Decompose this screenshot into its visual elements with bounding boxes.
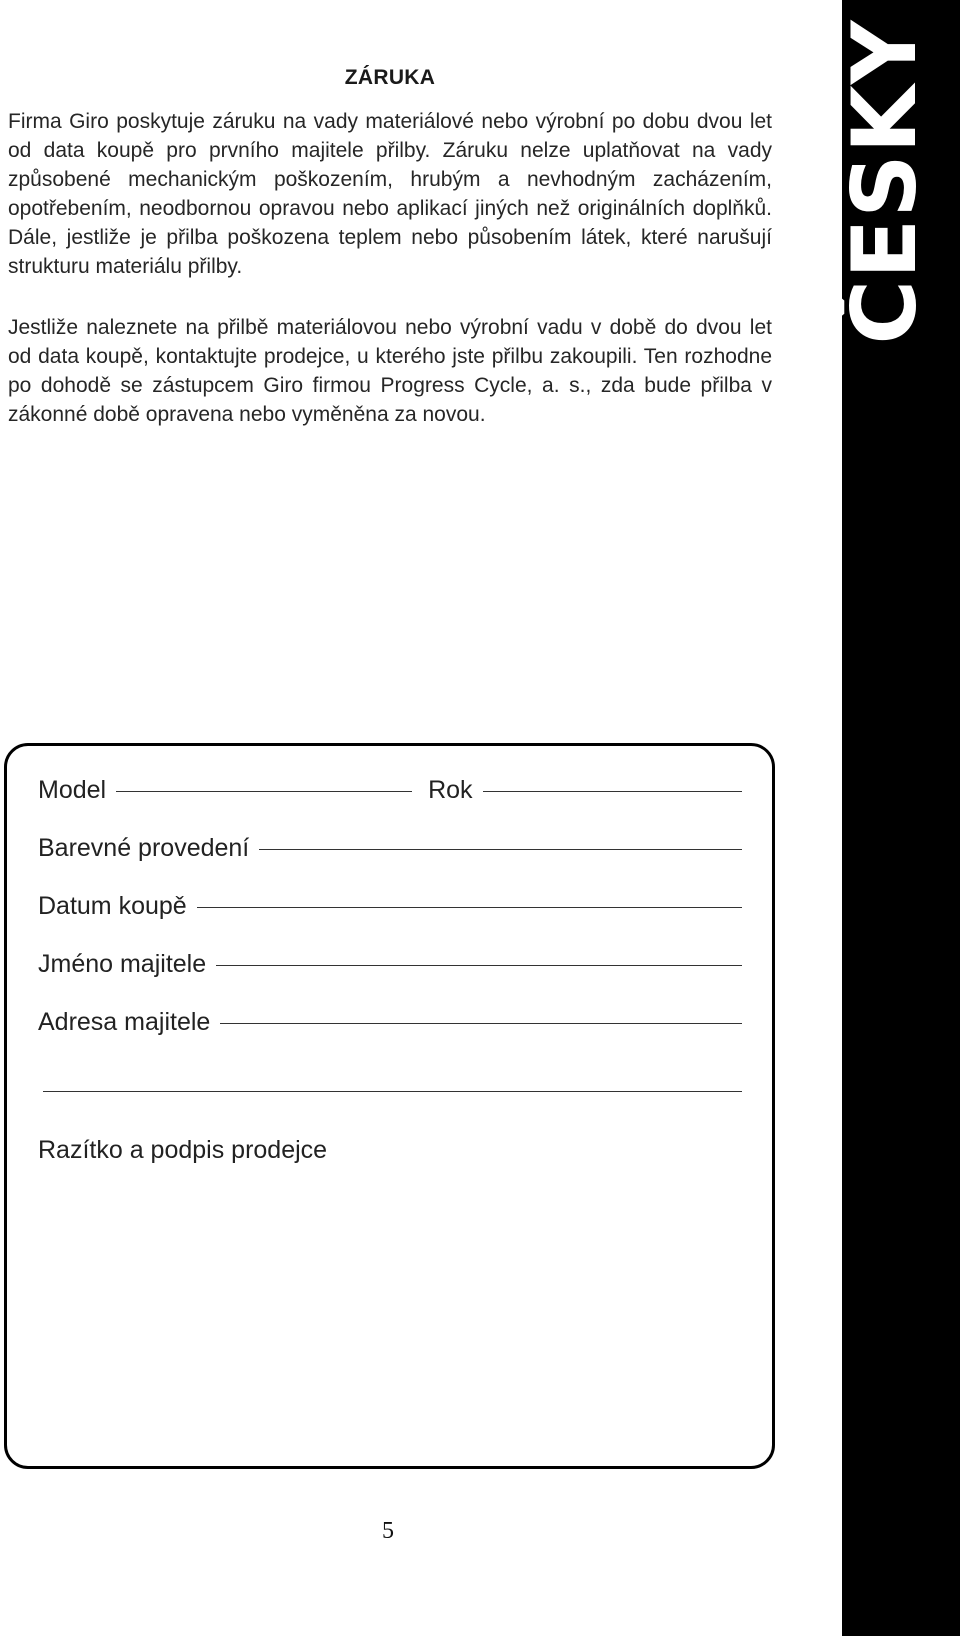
language-label: ČESKY	[833, 19, 936, 345]
purchase-date-label: Datum koupě	[38, 892, 187, 920]
color-row	[38, 834, 742, 863]
model-field-line[interactable]	[116, 791, 412, 792]
purchase-date-field-line[interactable]	[197, 907, 742, 908]
color-field-line[interactable]	[259, 849, 742, 850]
owner-address-label: Adresa majitele	[38, 1008, 211, 1036]
dealer-stamp-label: Razítko a podpis prodejce	[38, 1136, 328, 1164]
page-title: ZÁRUKA	[344, 66, 436, 89]
owner-address-row	[38, 1008, 742, 1037]
owner-name-field-line[interactable]	[216, 965, 742, 966]
owner-name-label: Jméno majitele	[38, 950, 207, 978]
owner-address-field-line[interactable]	[220, 1023, 742, 1024]
warranty-card	[4, 743, 775, 1469]
color-label: Barevné provedení	[38, 834, 250, 862]
page-number: 5	[382, 1518, 394, 1544]
warranty-paragraph-1: Firma Giro poskytuje záruku na vady materiálové nebo výrobní po dobu dvou let od data koupě pro prvního majitele přilby. Záruku nelze uplatňovat na vady způsobené mechanickým poškozením, hrubým a nevhodným zacházením, opotřebením, neodbornou opravou nebo aplikací jiných než originálních doplňků. Dále, jestliže je přilba poškozena teplem nebo působením látek, které narušují strukturu materiálu přilby.	[8, 110, 772, 278]
model-year-row	[38, 776, 742, 805]
owner-name-row	[38, 950, 742, 979]
warranty-paragraph-2: Jestliže naleznete na přilbě materiálovou nebo výrobní vadu v době do dvou let od data koupě, kontaktujte prodejce, u kterého jste přilbu zakoupili. Ten rozhodne po dohodě se zástupcem Giro firmou Progress Cycle, a. s., zda bude přilba v zákonné době opravena nebo vyměněna za novou.	[8, 316, 772, 426]
owner-address-extra-line[interactable]	[43, 1091, 742, 1092]
purchase-date-row	[38, 892, 742, 921]
model-label: Model	[38, 776, 107, 804]
year-label: Rok	[428, 776, 473, 804]
year-field-line[interactable]	[483, 791, 742, 792]
language-side-tab	[833, 0, 960, 1636]
